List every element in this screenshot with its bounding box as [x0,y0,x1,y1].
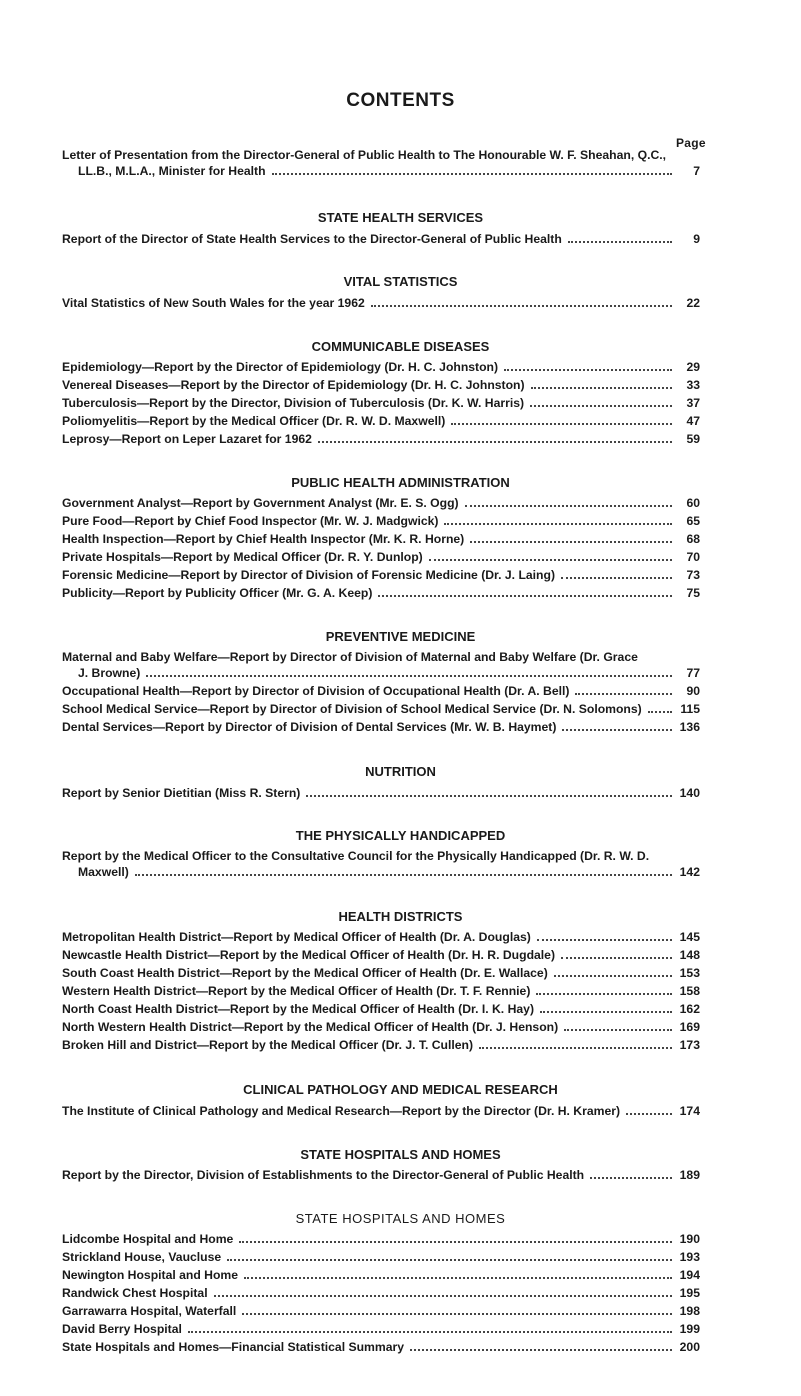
section-heading-vital: VITAL STATISTICS [343,274,458,289]
entry-page: 33 [686,378,700,392]
entry-text: Health Inspection—Report by Chief Health Inspector (Mr. K. R. Horne) [62,532,465,546]
handicapped-line-1: Report by the Medical Officer to the Consultative Council for the Physically Handicapped (Dr. R. W. D. [62,849,650,863]
toc-entry-letter[interactable] [62,163,700,179]
entry-text: Epidemiology—Report by the Director of Epidemiology (Dr. H. C. Johnston) [62,360,499,374]
entry-text: J. Browne) [78,666,141,680]
page-title: CONTENTS [346,90,455,111]
section-heading-communicable: COMMUNICABLE DISEASES [311,339,490,354]
toc-entry[interactable] [62,495,700,511]
entry-text: Lidcombe Hospital and Home [62,1232,234,1246]
toc-entry[interactable] [62,947,700,963]
entry-page: 9 [693,232,700,246]
entry-page: 29 [686,360,700,374]
entry-page: 153 [679,966,700,980]
entry-page: 75 [686,586,700,600]
entry-page: 173 [679,1038,700,1052]
entry-text: North Coast Health District—Report by the Medical Officer of Health (Dr. I. K. Hay) [62,1002,534,1016]
leader-dots [410,1349,672,1351]
entry-text: Western Health District—Report by the Medical Officer of Health (Dr. T. F. Rennie) [62,984,531,998]
leader-dots [239,1241,672,1243]
leader-dots [568,241,672,243]
entry-text: The Institute of Clinical Pathology and Medical Research—Report by the Director (Dr. H. Kramer) [62,1104,621,1118]
leader-dots [429,559,672,561]
leader-dots [444,523,672,525]
toc-entry[interactable] [62,1321,700,1337]
leader-dots [530,405,672,407]
toc-entry[interactable] [62,377,700,393]
toc-entry[interactable] [62,1103,700,1119]
leader-dots [648,711,672,713]
toc-entry[interactable] [62,585,700,601]
entry-page: 195 [679,1286,700,1300]
entry-page: 189 [679,1168,700,1182]
toc-entry[interactable] [62,1167,700,1183]
entry-text: Report by the Director, Division of Establishments to the Director-General of Public Health [62,1168,585,1182]
leader-dots [214,1295,672,1297]
entry-text: Garrawarra Hospital, Waterfall [62,1304,237,1318]
entry-page: 73 [686,568,700,582]
leader-dots [371,305,672,307]
leader-dots [564,1029,672,1031]
leader-dots [575,693,672,695]
entry-text: Pure Food—Report by Chief Food Inspector (Mr. W. J. Madgwick) [62,514,439,528]
entry-page: 47 [686,414,700,428]
leader-dots [531,387,672,389]
leader-dots [244,1277,672,1279]
entry-text: Newcastle Health District—Report by the Medical Officer of Health (Dr. H. R. Dugdale) [62,948,556,962]
toc-entry[interactable] [62,965,700,981]
entry-page: 199 [679,1322,700,1336]
section-heading-districts: HEALTH DISTRICTS [338,909,463,924]
entry-text: Maxwell) [78,865,129,879]
entry-text: Metropolitan Health District—Report by Medical Officer of Health (Dr. A. Douglas) [62,930,531,944]
entry-text: David Berry Hospital [62,1322,182,1336]
entry-page: 59 [686,432,700,446]
toc-entry[interactable] [62,531,700,547]
toc-entry[interactable] [62,549,700,565]
entry-page: 174 [679,1104,700,1118]
entry-text: Publicity—Report by Publicity Officer (Mr. G. A. Keep) [62,586,373,600]
leader-dots [306,795,672,797]
entry-text: South Coast Health District—Report by the Medical Officer of Health (Dr. E. Wallace) [62,966,548,980]
leader-dots [227,1259,672,1261]
entry-page: 190 [679,1232,700,1246]
section-heading-state-hospitals-list: STATE HOSPITALS AND HOMES [295,1211,506,1226]
entry-text: Venereal Diseases—Report by the Director of Epidemiology (Dr. H. C. Johnston) [62,378,525,392]
entry-text: Report of the Director of State Health Services to the Director-General of Public Health [62,232,562,246]
toc-entry[interactable] [62,1303,700,1319]
entry-page: 169 [679,1020,700,1034]
leader-dots [626,1113,672,1115]
entry-text: Government Analyst—Report by Government Analyst (Mr. E. S. Ogg) [62,496,459,510]
leader-dots [272,173,672,175]
leader-dots [465,505,672,507]
entry-page: 22 [686,296,700,310]
toc-entry[interactable] [62,719,700,735]
toc-entry[interactable] [62,513,700,529]
leader-dots [537,939,672,941]
entry-text: Occupational Health—Report by Director of Division of Occupational Health (Dr. A. Bell) [62,684,570,698]
entry-page: 193 [679,1250,700,1264]
entry-page: 115 [680,702,700,716]
entry-page: 148 [679,948,700,962]
entry-text: Private Hospitals—Report by Medical Officer (Dr. R. Y. Dunlop) [62,550,423,564]
entry-text: Report by Senior Dietitian (Miss R. Stern) [62,786,301,800]
leader-dots [318,441,672,443]
leader-dots [479,1047,672,1049]
leader-dots [590,1177,672,1179]
toc-entry[interactable] [62,359,700,375]
entry-page: 77 [686,666,700,680]
leader-dots [188,1331,672,1333]
entry-page: 162 [679,1002,700,1016]
entry-page: 158 [679,984,700,998]
section-heading-handicapped: THE PHYSICALLY HANDICAPPED [295,828,506,843]
entry-page: 37 [686,396,700,410]
entry-text: State Hospitals and Homes—Financial Statistical Summary [62,1340,405,1354]
entry-page: 145 [679,930,700,944]
toc-entry[interactable] [62,431,700,447]
entry-text: School Medical Service—Report by Director of Division of School Medical Service (Dr. N. Solomons) [62,702,642,716]
entry-text: Strickland House, Vaucluse [62,1250,222,1264]
entry-page: 60 [686,496,700,510]
leader-dots [554,975,672,977]
entry-text: Newington Hospital and Home [62,1268,239,1282]
letter-line-1: Letter of Presentation from the Director-General of Public Health to The Honourable W. F. Sheahan, Q.C., [62,148,667,162]
section-heading-preventive: PREVENTIVE MEDICINE [325,629,476,644]
toc-entry[interactable] [62,983,700,999]
toc-entry[interactable] [62,929,700,945]
entry-page: 140 [679,786,700,800]
toc-entry[interactable] [62,1001,700,1017]
entry-text: Broken Hill and District—Report by the Medical Officer (Dr. J. T. Cullen) [62,1038,474,1052]
leader-dots [470,541,672,543]
entry-page: 68 [686,532,700,546]
section-heading-nutrition: NUTRITION [365,764,436,779]
entry-page: 136 [679,720,700,734]
maternal-line-1: Maternal and Baby Welfare—Report by Director of Division of Maternal and Baby Welfare (Dr. Grace [62,650,638,664]
leader-dots [536,993,672,995]
toc-entry[interactable] [62,1285,700,1301]
leader-dots [504,369,672,371]
entry-text: North Western Health District—Report by the Medical Officer of Health (Dr. J. Henson) [62,1020,559,1034]
leader-dots [242,1313,672,1315]
entry-page: 7 [693,164,700,178]
entry-text: Dental Services—Report by Director of Division of Dental Services (Mr. W. B. Haymet) [62,720,557,734]
toc-entry[interactable] [62,1019,700,1035]
toc-entry-handicapped[interactable] [62,864,700,880]
toc-entry[interactable] [62,701,700,717]
toc-entry[interactable] [62,1339,700,1355]
section-heading-state-hospitals: STATE HOSPITALS AND HOMES [300,1147,501,1162]
entry-page: 194 [679,1268,700,1282]
toc-entry[interactable] [62,1249,700,1265]
section-heading-public-health: PUBLIC HEALTH ADMINISTRATION [291,475,510,490]
toc-entry[interactable] [62,1231,700,1247]
leader-dots [378,595,672,597]
entry-text: Vital Statistics of New South Wales for the year 1962 [62,296,365,310]
toc-entry[interactable] [62,683,700,699]
toc-entry[interactable] [62,567,700,583]
leader-dots [561,957,672,959]
entry-page: 65 [686,514,700,528]
toc-entry[interactable] [62,1267,700,1283]
leader-dots [562,729,672,731]
entry-text: Leprosy—Report on Leper Lazaret for 1962 [62,432,312,446]
toc-entry[interactable] [62,1037,700,1053]
entry-page: 200 [679,1340,700,1354]
toc-entry[interactable] [62,785,700,801]
entry-page: 198 [679,1304,700,1318]
leader-dots [451,423,672,425]
entry-text: Tuberculosis—Report by the Director, Division of Tuberculosis (Dr. K. W. Harris) [62,396,525,410]
toc-entry-maternal[interactable] [62,665,700,681]
entry-page: 142 [679,865,700,879]
entry-text: LL.B., M.L.A., Minister for Health [78,164,266,178]
section-heading-clinical: CLINICAL PATHOLOGY AND MEDICAL RESEARCH [243,1082,558,1097]
toc-entry[interactable] [62,413,700,429]
leader-dots [146,675,672,677]
leader-dots [540,1011,672,1013]
entry-page: 70 [686,550,700,564]
leader-dots [561,577,672,579]
entry-text: Forensic Medicine—Report by Director of Division of Forensic Medicine (Dr. J. Laing) [62,568,555,582]
leader-dots [135,874,672,876]
section-heading-state-health: STATE HEALTH SERVICES [317,210,484,225]
toc-entry[interactable] [62,295,700,311]
page-column-label: Page [676,136,706,150]
entry-text: Randwick Chest Hospital [62,1286,208,1300]
entry-page: 90 [686,684,700,698]
entry-text: Poliomyelitis—Report by the Medical Officer (Dr. R. W. D. Maxwell) [62,414,446,428]
toc-entry[interactable] [62,231,700,247]
toc-entry[interactable] [62,395,700,411]
